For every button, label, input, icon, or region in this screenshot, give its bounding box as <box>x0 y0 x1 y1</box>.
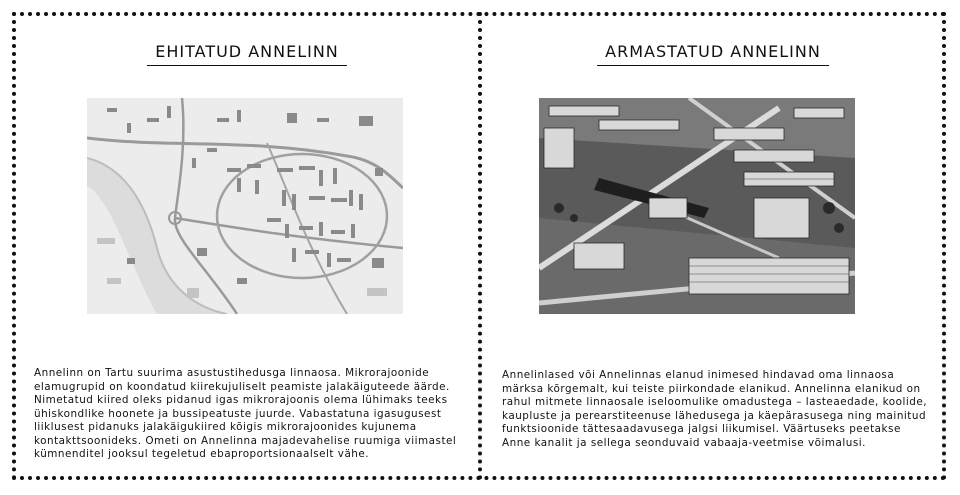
city-map-image <box>87 98 403 314</box>
panel-loved-annelinn <box>484 16 942 476</box>
panel-title <box>484 42 942 66</box>
panel-title-text: ARMASTATUD ANNELINN <box>597 42 829 66</box>
city-map-graphic <box>87 98 403 314</box>
panel-built-annelinn <box>18 16 476 476</box>
panel-title <box>18 42 476 66</box>
aerial-photo-graphic <box>539 98 855 314</box>
panel-body-text: Annelinn on Tartu suurima asustustihedusga linnaosa. Mikrorajoonide elamugrupid on koondatud kiirekujuliselt peamiste jalakäiguteede äärde. Nimetatud kiired oleks pidanud igas mikrorajoonis olema lühimaks teeks ühiskondlike hoonete ja bussipeatuste juurde. Vabastatuna igasugusest liiklusest pidanuks jalakäigukiired kõigis mikrorajoonides kujunema kontakttsoonideks. Ometi on Annelinna majadevahelise ruumiga viimastel kümnenditel jooksul tegeletud ebaproportsionaalselt vähe. <box>34 367 457 460</box>
panel-body-text: Annelinlased või Annelinnas elanud inimesed hindavad oma linnaosa märksa kõrgemalt, kui teiste piirkondade elanikud. Annelinna elanikud on rahul mitmete linnaosale iseloomulike omadustega – lasteaedade, koolide, kaupluste ja perearstiteenuse lähedusega ja käepärasusega ning mainitud funktsioonide tättesaadavusega jalgsi liikumisel. Väärtuseks peetakse Anne kanalit ja sellega seonduvaid vabaaja-veetmise võimalusi. <box>502 369 928 449</box>
aerial-photo-image <box>539 98 855 314</box>
dotted-divider <box>478 12 482 480</box>
panel-title-text: EHITATUD ANNELINN <box>147 42 347 66</box>
